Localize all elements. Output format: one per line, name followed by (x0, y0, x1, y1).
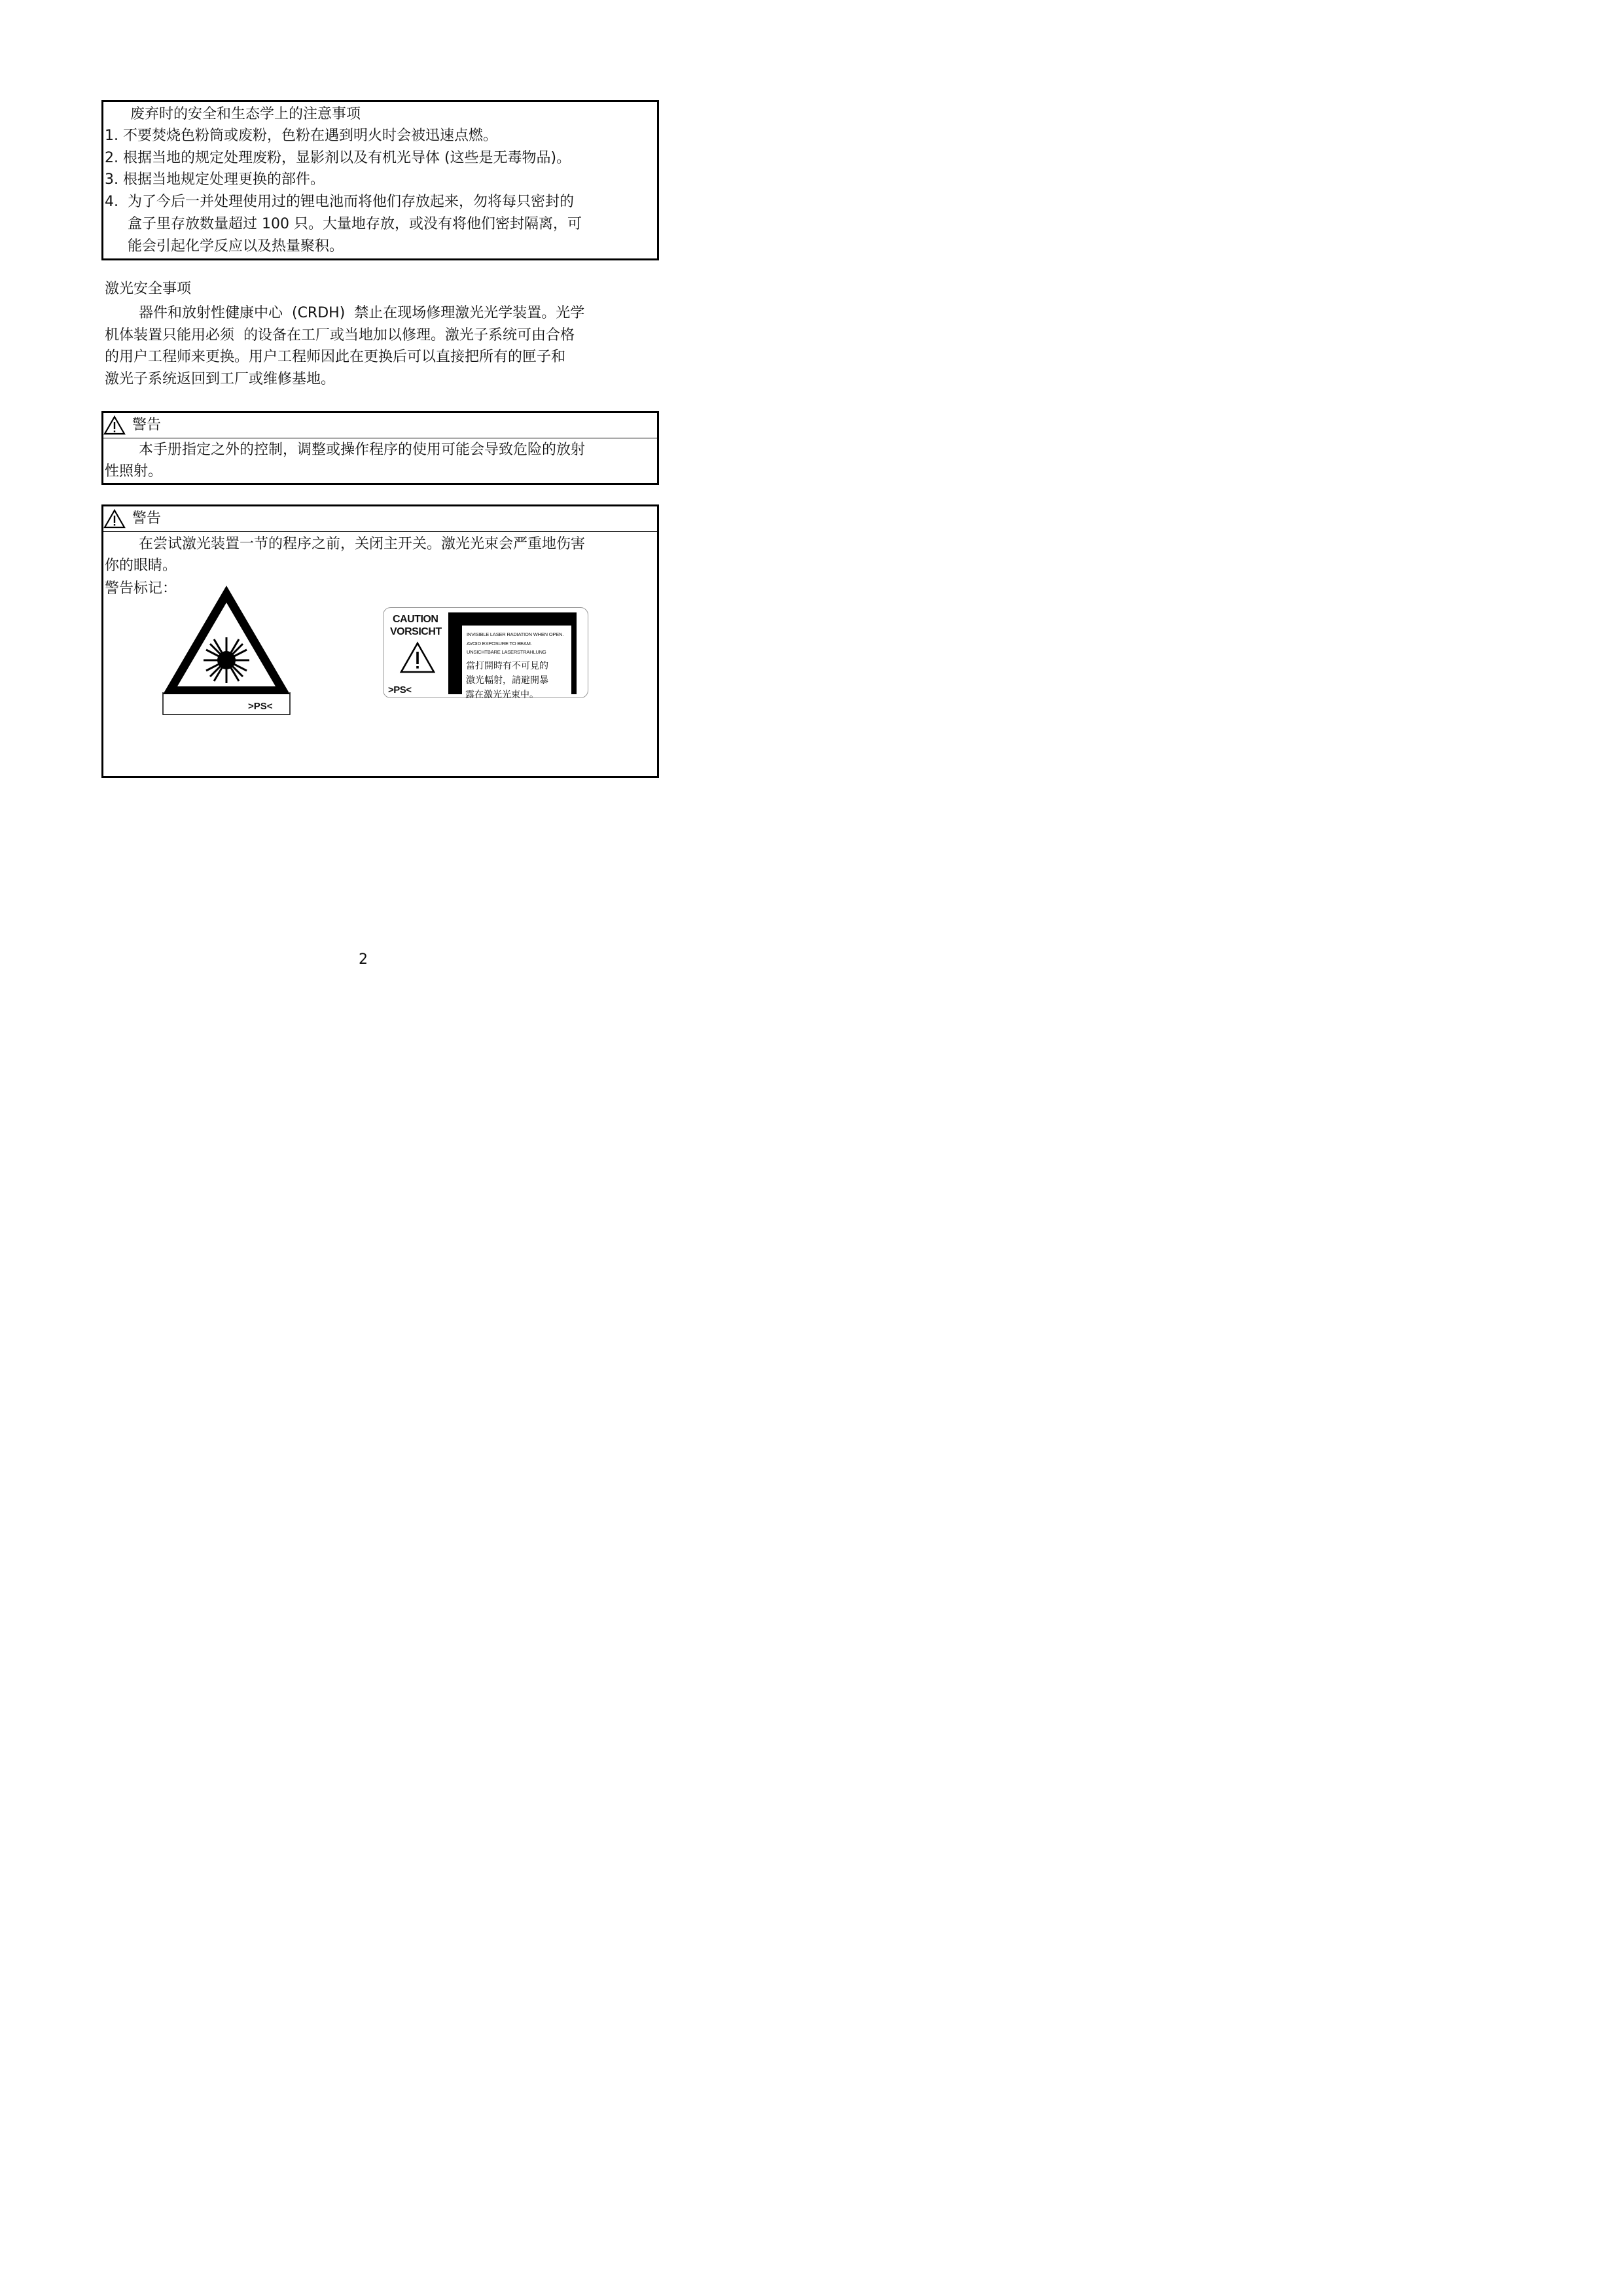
warning-triangle-icon (103, 415, 126, 435)
label-english-line: UNSICHTBARE LASERSTRAHLUNG (467, 649, 546, 655)
laser-safety-text: 机体装置只能用必须 的设备在工厂或当地加以修理。激光子系统可由合格 (105, 327, 575, 344)
laser-safety-title: 激光安全事项 (105, 281, 192, 297)
warning-text: 性照射。 (105, 463, 163, 480)
label-english-line: INVISIBLE LASER RADIATION WHEN OPEN. (467, 631, 564, 637)
warning-header (103, 508, 161, 529)
warning-header (103, 415, 161, 436)
caution-label (383, 607, 588, 698)
caution-word: CAUTION (393, 614, 438, 625)
disposal-item: 盒子里存放数量超过 100 只。大量地存放，或没有将他们密封隔离，可 (105, 216, 582, 232)
warning-text: 在尝试激光装置一节的程序之前，关闭主开关。激光光束会严重地伤害 (139, 536, 586, 552)
disposal-title: 废弃时的安全和生态学上的注意事项 (130, 106, 361, 122)
warning-title: 警告 (132, 417, 162, 433)
laser-hazard-label (162, 584, 291, 716)
laser-safety-text: 器件和放射性健康中心 (CRDH) 禁止在现场修理激光光学装置。光学 (139, 305, 585, 321)
warning-triangle-icon (103, 509, 126, 529)
caution-triangle-icon (399, 641, 436, 674)
caution-label-code: >PS< (388, 684, 412, 696)
warning-marks-label: 警告标记： (105, 580, 177, 597)
warning-title: 警告 (132, 510, 162, 527)
label-chinese-line: 當打開時有不可見的 (466, 661, 548, 671)
disposal-item: 能会引起化学反应以及热量聚积。 (105, 238, 344, 255)
warning-text: 本手册指定之外的控制，调整或操作程序的使用可能会导致危险的放射 (139, 442, 586, 458)
label-english-line: AVOID EXPOSURE TO BEAM. (467, 641, 532, 646)
disposal-item: 1. 不要焚烧色粉筒或废粉，色粉在遇到明火时会被迅速点燃。 (105, 128, 497, 144)
laser-hazard-icon (162, 584, 291, 716)
laser-label-code: >PS< (248, 701, 273, 712)
disposal-item: 2. 根据当地的规定处理废粉，显影剂以及有机光导体 (这些是无毒物品)。 (105, 150, 571, 166)
laser-safety-text: 激光子系统返回到工厂或维修基地。 (105, 371, 336, 387)
disposal-item: 3. 根据当地规定处理更换的部件。 (105, 171, 325, 188)
page-number: 2 (359, 951, 368, 968)
label-chinese-line: 露在激光光束中。 (465, 690, 539, 700)
vorsicht-word: VORSICHT (390, 626, 442, 637)
label-chinese-line: 激光輻射，請避開暴 (466, 675, 548, 686)
disposal-item: 4. 为了今后一并处理使用过的锂电池而将他们存放起来，勿将每只密封的 (105, 194, 574, 210)
warning-text: 你的眼睛。 (105, 557, 177, 574)
laser-safety-text: 的用户工程师来更换。用户工程师因此在更换后可以直接把所有的匣子和 (105, 349, 566, 365)
